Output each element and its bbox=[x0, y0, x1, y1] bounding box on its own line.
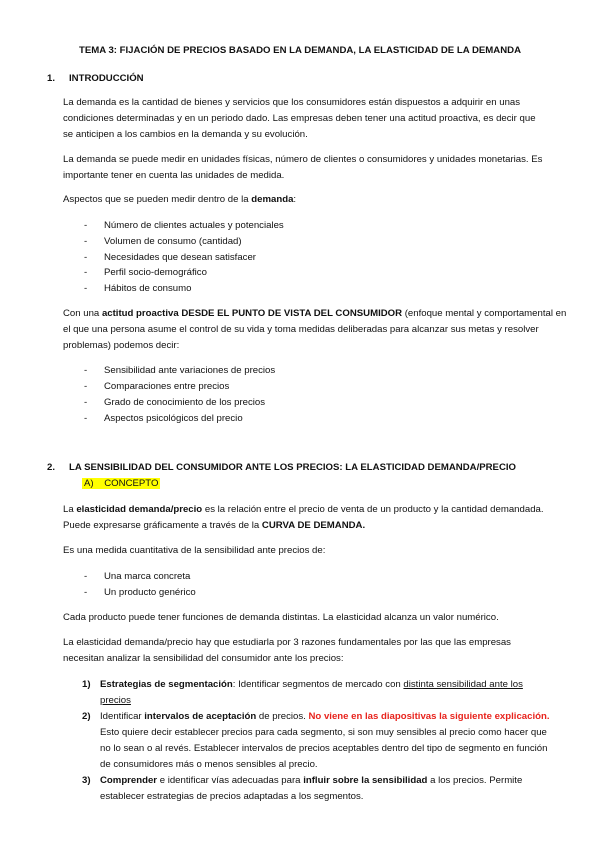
bullet-dash: - bbox=[84, 413, 88, 424]
reason-3-text-end: a los precios. Permite bbox=[427, 775, 523, 786]
functions-paragraph: Cada producto puede tener funciones de demanda distintas. La elasticidad alcanza un valor numérico. bbox=[63, 612, 499, 623]
list-item: Comparaciones entre precios bbox=[104, 381, 230, 392]
reason-3-bold-2: influir sobre la sensibilidad bbox=[303, 775, 428, 786]
list-item: Grado de conocimiento de los precios bbox=[104, 397, 266, 408]
reason-1-number: 1) bbox=[82, 679, 91, 690]
bullet-dash: - bbox=[84, 236, 88, 247]
reason-2-line-4: de consumidores más o menos sensibles al precio. bbox=[100, 759, 318, 770]
bullet-dash: - bbox=[84, 365, 88, 376]
aspects-intro-bold: demanda bbox=[251, 194, 294, 205]
section-2-title: LA SENSIBILIDAD DEL CONSUMIDOR ANTE LOS PRECIOS: LA ELASTICIDAD DEMANDA/PRECIO bbox=[69, 462, 517, 473]
measure-paragraph-line-2: importante tener en cuenta las unidades de medida. bbox=[63, 170, 285, 181]
reason-3-line-2: establecer estrategias de precios adaptadas a los segmentos. bbox=[100, 791, 364, 802]
list-item: Necesidades que desean satisfacer bbox=[104, 252, 256, 263]
list-item: Volumen de consumo (cantidad) bbox=[104, 236, 242, 247]
reason-2 bbox=[82, 709, 550, 725]
reasons-intro-line-1: La elasticidad demanda/precio hay que estudiarla por 3 razones fundamentales por las que las empresas bbox=[63, 637, 511, 648]
curve-bold: CURVA DE DEMANDA. bbox=[261, 520, 366, 531]
highlighted-subheading: A) CONCEPTO bbox=[84, 478, 159, 489]
bullet-dash: - bbox=[84, 571, 88, 582]
intro-paragraph-line-3: se anticipen a los cambios en la demanda y su evolución. bbox=[63, 129, 308, 140]
elasticity-paragraph-line-1 bbox=[63, 502, 544, 518]
measure-intro: Es una medida cuantitativa de la sensibilidad ante precios de: bbox=[63, 545, 326, 556]
reason-2-line-3: no lo sean o al revés. Establecer intervalos de precios aceptables dentro del tipo de segmento en función bbox=[100, 743, 548, 754]
reason-3 bbox=[82, 773, 522, 789]
reason-1-line-2 bbox=[100, 693, 131, 709]
reason-1-bold: Estrategias de segmentación bbox=[100, 679, 233, 690]
bullet-dash: - bbox=[84, 252, 88, 263]
section-1-heading bbox=[47, 71, 144, 87]
section-2-number: 2. bbox=[47, 462, 56, 473]
reason-2-bold: intervalos de aceptación bbox=[144, 711, 257, 722]
proactive-text: Con una bbox=[63, 308, 102, 319]
bullet-dash: - bbox=[84, 283, 88, 294]
elasticity-bold: elasticidad demanda/precio bbox=[76, 504, 203, 515]
list-item: Aspectos psicológicos del precio bbox=[104, 413, 243, 424]
elasticity-paragraph-line-2 bbox=[63, 518, 365, 534]
proactive-bold: actitud proactiva DESDE EL PUNTO DE VISTA DEL CONSUMIDOR bbox=[101, 308, 403, 319]
reason-2-line-2: Esto quiere decir establecer precios para cada segmento, si son muy sensibles al precio como hacer que bbox=[100, 727, 547, 738]
bullet-dash: - bbox=[84, 381, 88, 392]
intro-paragraph-line-2: condiciones determinadas y en un periodo dado. Las empresas deben tener una actitud proactiva, es decir que bbox=[63, 113, 536, 124]
proactive-paragraph-line-1 bbox=[63, 306, 566, 322]
reason-1-underline: distinta sensibilidad ante los bbox=[403, 679, 523, 690]
reason-2-text: Identificar bbox=[100, 711, 145, 722]
bullet-dash: - bbox=[84, 587, 88, 598]
proactive-paragraph-line-2: el que una persona asume el control de su vida y toma medidas deliberadas para alcanzar sus metas y resolver bbox=[63, 324, 539, 335]
list-item: Sensibilidad ante variaciones de precios bbox=[104, 365, 276, 376]
aspects-intro-text: Aspectos que se pueden medir dentro de la bbox=[63, 194, 252, 205]
section-2-heading bbox=[47, 460, 516, 476]
document-title: TEMA 3: FIJACIÓN DE PRECIOS BASADO EN LA DEMANDA, LA ELASTICIDAD DE LA DEMANDA bbox=[78, 45, 522, 56]
reason-3-number: 3) bbox=[82, 775, 91, 786]
reasons-intro-line-2: necesitan analizar la sensibilidad del consumidor ante los precios: bbox=[63, 653, 344, 664]
measure-paragraph-line-1: La demanda se puede medir en unidades físicas, número de clientes o consumidores y unidades monetarias. Es bbox=[63, 154, 543, 165]
subsection-a-heading bbox=[82, 476, 160, 492]
list-item: Un producto genérico bbox=[104, 587, 196, 598]
elasticity-text: La bbox=[63, 504, 77, 515]
proactive-text-end: (enfoque mental y comportamental en bbox=[402, 308, 567, 319]
proactive-paragraph-line-3: problemas) podemos decir: bbox=[63, 340, 180, 351]
section-1-number: 1. bbox=[47, 73, 56, 84]
bullet-dash: - bbox=[84, 397, 88, 408]
reason-3-bold-1: Comprender bbox=[100, 775, 158, 786]
list-item: Perfil socio-demográfico bbox=[104, 267, 207, 278]
intro-paragraph-line-1: La demanda es la cantidad de bienes y servicios que los consumidores están dispuestos a adquirir en unas bbox=[63, 97, 521, 108]
list-item: Una marca concreta bbox=[104, 571, 191, 582]
reason-1-text: : Identificar segmentos de mercado con bbox=[232, 679, 404, 690]
curve-text: Puede expresarse gráficamente a través de la bbox=[63, 520, 262, 531]
elasticity-text-end: es la relación entre el precio de venta de un producto y la cantidad demandada. bbox=[202, 504, 544, 515]
reason-2-red-note: No viene en las diapositivas la siguiente explicación. bbox=[308, 711, 550, 722]
reason-1-underline-end: precios bbox=[100, 695, 131, 706]
list-item: Hábitos de consumo bbox=[104, 283, 192, 294]
aspects-intro bbox=[63, 192, 296, 208]
reason-2-text-mid: de precios. bbox=[256, 711, 309, 722]
bullet-dash: - bbox=[84, 220, 88, 231]
reason-2-number: 2) bbox=[82, 711, 91, 722]
aspects-intro-colon: : bbox=[293, 194, 297, 205]
reason-1 bbox=[82, 677, 523, 693]
reason-3-text: e identificar vías adecuadas para bbox=[157, 775, 304, 786]
bullet-dash: - bbox=[84, 267, 88, 278]
list-item: Número de clientes actuales y potenciales bbox=[104, 220, 284, 231]
section-1-title: INTRODUCCIÓN bbox=[69, 73, 144, 84]
